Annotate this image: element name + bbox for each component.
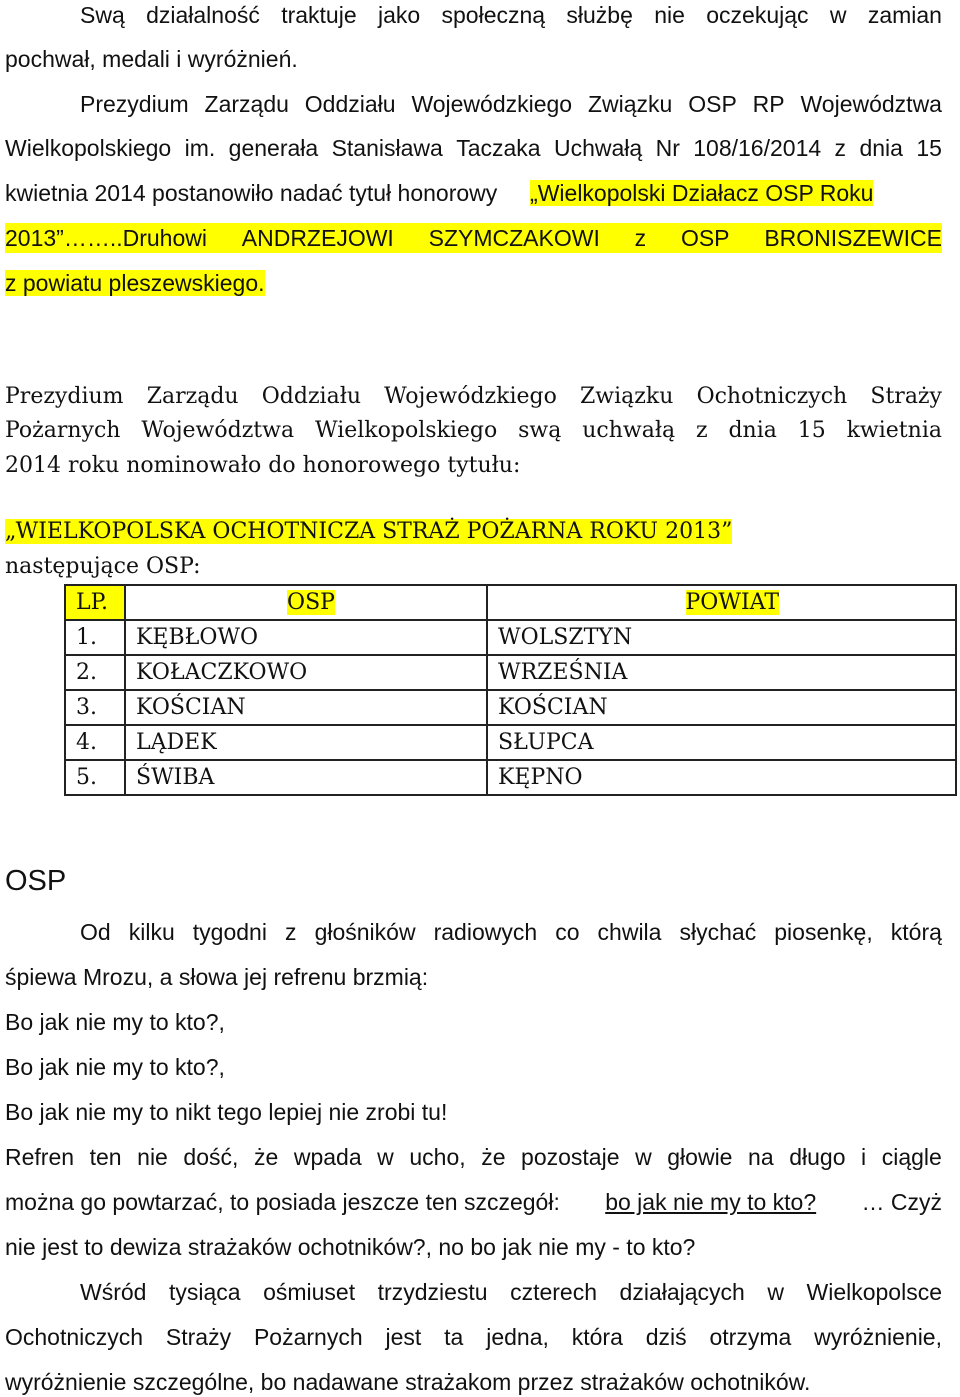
word: Wielkopolskiego — [5, 135, 172, 161]
table-row — [65, 760, 956, 795]
osp-line-9 — [80, 1277, 942, 1307]
word: oczekując — [706, 2, 809, 28]
word: że — [253, 1144, 279, 1170]
osp-line-11: wyróżnienie szczególne, bo nadawane strażakom przez strażaków ochotników. — [5, 1369, 811, 1395]
word: Województwa — [800, 91, 942, 117]
word: działalność — [146, 2, 260, 28]
nomination-line-3: 2014 roku nominowało do honorowego tytułu: — [5, 453, 521, 478]
row-lp: 3. — [65, 690, 125, 725]
word: chwila — [597, 919, 662, 945]
word: jako — [377, 2, 421, 28]
word: trzydziestu — [377, 1279, 488, 1305]
word: Wielkopolsce — [806, 1279, 942, 1305]
word: Nr — [655, 135, 680, 161]
word: społeczną — [441, 2, 546, 28]
word: w — [377, 1144, 394, 1170]
word: Od — [80, 919, 111, 945]
word: ucho, — [409, 1144, 466, 1170]
word: słychać — [679, 919, 757, 945]
word: ANDRZEJOWI — [241, 225, 394, 251]
word: OSP — [688, 91, 737, 117]
word: dnia — [859, 135, 903, 161]
row-lp: 5. — [65, 760, 125, 795]
table-row — [65, 655, 956, 690]
header-osp: OSP — [125, 585, 487, 620]
nomination-title-text: „WIELKOPOLSKA OCHOTNICZA STRAŻ POŻARNA ROKU 2013” — [5, 519, 733, 544]
word: SZYMCZAKOWI — [428, 225, 600, 251]
word: w — [829, 2, 847, 28]
word: uchwałą — [582, 418, 676, 443]
word: Swą — [80, 2, 125, 28]
word: jest — [385, 1324, 422, 1350]
word: Refren — [5, 1144, 75, 1170]
nomination-line-2 — [5, 416, 942, 446]
word: wpada — [293, 1144, 362, 1170]
word: na — [748, 1144, 774, 1170]
osp-line-5: Bo jak nie my to nikt tego lepiej nie zrobi tu! — [5, 1099, 448, 1125]
word: wyróżnienie, — [814, 1324, 942, 1350]
word: tysiąca — [168, 1279, 241, 1305]
word: OSP — [680, 225, 730, 251]
word: Prezydium — [5, 384, 124, 409]
word: BRONISZEWICE — [764, 225, 942, 251]
word: Taczaka — [456, 135, 541, 161]
table-row — [65, 725, 956, 760]
following-label: następujące OSP: — [5, 554, 201, 579]
row-osp: ŚWIBA — [125, 760, 487, 795]
osp-line-7-post: … Czyż — [861, 1189, 942, 1215]
header-powiat: POWIAT — [487, 585, 956, 620]
word: traktuje — [281, 2, 357, 28]
osp-line-7 — [5, 1187, 942, 1217]
word: działających — [619, 1279, 745, 1305]
nomination-line-1 — [5, 382, 942, 412]
osp-heading: OSP — [5, 865, 67, 897]
osp-line-7-pre: można go powtarzać, to posiada jeszcze ten szczegół: — [5, 1189, 560, 1215]
word: ta — [444, 1324, 464, 1350]
word: czterech — [510, 1279, 598, 1305]
word: Straży — [870, 384, 942, 409]
word: ośmiuset — [263, 1279, 356, 1305]
nomination-title — [5, 517, 732, 547]
word: 15 — [797, 418, 826, 443]
nominees-table — [64, 584, 957, 796]
row-powiat: SŁUPCA — [487, 725, 956, 760]
word: tygodni — [192, 919, 267, 945]
word: Zarządu — [146, 384, 239, 409]
word: 15 — [916, 135, 942, 161]
table-row — [65, 620, 956, 655]
intro-line-3 — [80, 89, 942, 119]
word: Uchwałą — [553, 135, 643, 161]
row-lp: 4. — [65, 725, 125, 760]
word: RP — [752, 91, 785, 117]
word: z — [285, 919, 297, 945]
intro-line-5 — [5, 178, 942, 208]
osp-line-6 — [5, 1142, 942, 1172]
word: otrzyma — [709, 1324, 792, 1350]
row-osp: KOŁACZKOWO — [125, 655, 487, 690]
word: Oddziału — [304, 91, 396, 117]
word: kwietnia — [846, 418, 942, 443]
word: pozostaje — [521, 1144, 620, 1170]
word: że — [481, 1144, 506, 1170]
intro-line-2: pochwał, medali i wyróżnień. — [5, 46, 298, 72]
row-lp: 2. — [65, 655, 125, 690]
word: w — [635, 1144, 652, 1170]
row-powiat: WOLSZTYN — [487, 620, 956, 655]
word: służbę — [566, 2, 633, 28]
word: Związku — [587, 91, 673, 117]
word: Związku — [580, 384, 674, 409]
row-powiat: KOŚCIAN — [487, 690, 956, 725]
row-lp: 1. — [65, 620, 125, 655]
word: dość, — [183, 1144, 239, 1170]
word: Wojewódzkiego — [384, 384, 557, 409]
word: Pożarnych — [5, 418, 121, 443]
osp-line-1 — [80, 917, 942, 947]
row-osp: KĘBŁOWO — [125, 620, 487, 655]
word: zamian — [867, 2, 942, 28]
word: z — [634, 225, 647, 251]
intro-line-5-plain: kwietnia 2014 postanowiło nadać tytuł honorowy — [5, 180, 498, 206]
table-header-row — [65, 585, 956, 620]
word: z — [834, 135, 847, 161]
word: im. — [184, 135, 216, 161]
table-row — [65, 690, 956, 725]
row-powiat: KĘPNO — [487, 760, 956, 795]
word: Pożarnych — [253, 1324, 363, 1350]
word: Straży — [165, 1324, 232, 1350]
motto-underlined: bo jak nie my to kto? — [605, 1189, 817, 1215]
word: Prezydium — [80, 91, 189, 117]
word: Ochotniczych — [5, 1324, 144, 1350]
intro-line-7-text: z powiatu pleszewskiego. — [5, 270, 265, 296]
word: nie — [654, 2, 685, 28]
row-osp: KOŚCIAN — [125, 690, 487, 725]
header-lp: LP. — [65, 585, 125, 620]
row-osp: LĄDEK — [125, 725, 487, 760]
word: która — [571, 1324, 623, 1350]
word: Wielkopolskiego — [314, 418, 498, 443]
word: dnia — [728, 418, 777, 443]
word: Ochotniczych — [696, 384, 848, 409]
word: radiowych — [433, 919, 538, 945]
word: Zarządu — [204, 91, 289, 117]
word: piosenkę, — [774, 919, 873, 945]
word: Wśród — [80, 1279, 147, 1305]
word: Województwa — [141, 418, 295, 443]
word: dziś — [645, 1324, 687, 1350]
word: 2013”……..Druhowi — [5, 225, 207, 251]
osp-line-8: nie jest to dewiza strażaków ochotników?, no bo jak nie my - to kto? — [5, 1234, 696, 1260]
word: generała — [228, 135, 319, 161]
osp-line-4: Bo jak nie my to kto?, — [5, 1054, 225, 1080]
word: nie — [137, 1144, 168, 1170]
word: 108/16/2014 — [693, 135, 822, 161]
word: z — [695, 418, 708, 443]
word: Wojewódzkiego — [411, 91, 573, 117]
word: którą — [890, 919, 942, 945]
word: głowie — [667, 1144, 733, 1170]
intro-line-1 — [80, 0, 942, 30]
row-powiat: WRZEŚNIA — [487, 655, 956, 690]
word: długo — [789, 1144, 846, 1170]
word: Oddziału — [261, 384, 361, 409]
word: ciągle — [881, 1144, 942, 1170]
word: ten — [89, 1144, 122, 1170]
word: kilku — [128, 919, 175, 945]
word: głośników — [314, 919, 416, 945]
osp-line-10 — [5, 1322, 942, 1352]
word: i — [861, 1144, 867, 1170]
word: Stanisława — [331, 135, 443, 161]
intro-line-6 — [5, 223, 942, 253]
intro-line-7 — [5, 268, 265, 298]
word: co — [555, 919, 580, 945]
award-title-highlight: „Wielkopolski Działacz OSP Roku — [530, 180, 874, 206]
osp-line-2: śpiewa Mrozu, a słowa jej refrenu brzmią: — [5, 964, 429, 990]
osp-line-3: Bo jak nie my to kto?, — [5, 1009, 225, 1035]
word: swą — [518, 418, 562, 443]
word: jedna, — [486, 1324, 549, 1350]
intro-line-4 — [5, 133, 942, 163]
word: w — [767, 1279, 784, 1305]
